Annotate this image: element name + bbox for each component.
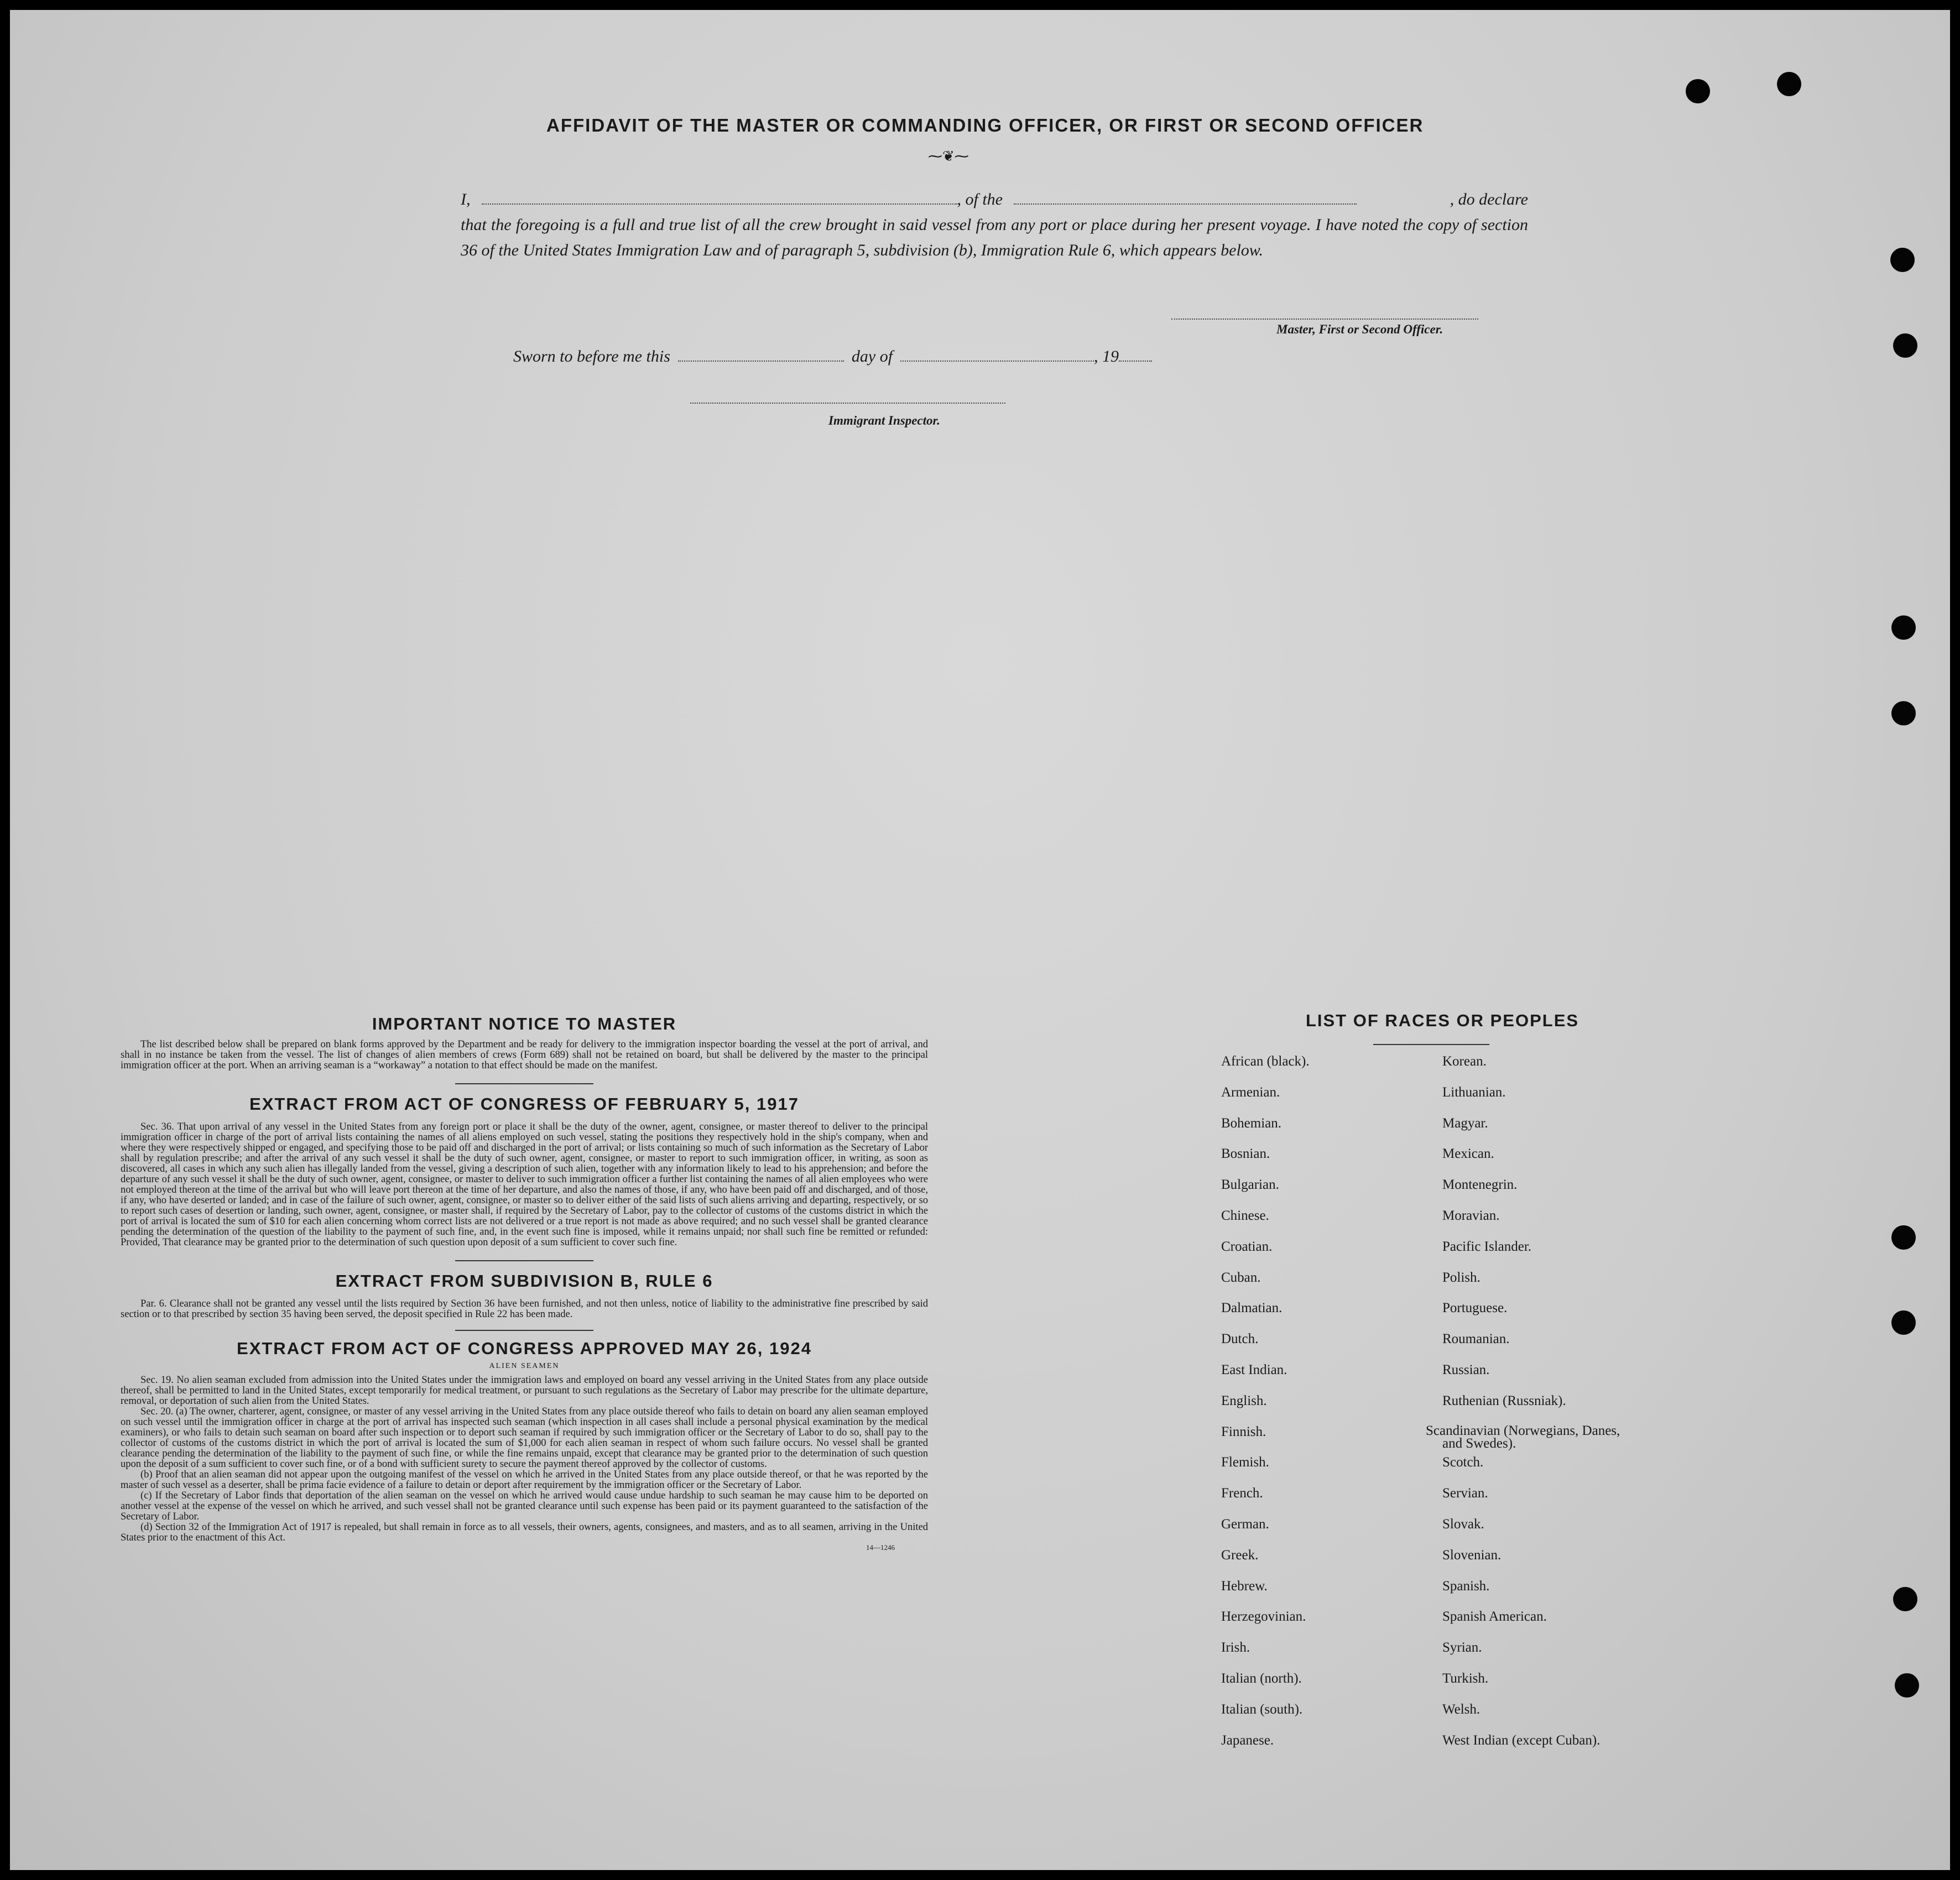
race-item: Korean. (1442, 1054, 1487, 1069)
race-item: Dalmatian. (1221, 1301, 1283, 1316)
form-number: 14—1246 (866, 1543, 895, 1552)
punch-hole (1891, 615, 1916, 640)
punch-hole (1891, 701, 1916, 725)
section-rule (455, 1260, 593, 1261)
race-item: Cuban. (1221, 1270, 1261, 1285)
race-item: Spanish American. (1442, 1609, 1547, 1625)
master-signature-label: Master, First or Second Officer. (1276, 322, 1443, 336)
punch-hole (1895, 1673, 1919, 1698)
ornament: ⁓❦⁓ (928, 148, 969, 164)
race-item: West Indian (except Cuban). (1442, 1732, 1601, 1748)
race-item: Flemish. (1221, 1455, 1269, 1470)
race-item: Slovenian. (1442, 1547, 1502, 1563)
punch-hole (1891, 1225, 1916, 1250)
races-title: LIST OF RACES OR PEOPLES (1305, 1011, 1580, 1030)
race-item: Turkish. (1442, 1671, 1489, 1686)
act-1924-sec-20d: (d) Section 32 of the Immigration Act of 1917 is repealed, but shall remain in force as to all vessels, their owners, agents, consignees, and masters, and as to all seamen, arriving in the United States prior to the enactment of this Act. (121, 1522, 928, 1543)
race-item: Roumanian. (1442, 1331, 1510, 1347)
race-item: Portuguese. (1442, 1301, 1508, 1316)
act-1924-sec-19: Sec. 19. No alien seaman excluded from admission into the United States under the immigration laws and employed on board any vessel arriving in the United States from any place outside thereof, shall be permitted to land in the United States, except temporarily for medical treatment, or pursuant to such regulations as the Secretary of Labor may prescribe for the ultimate departure, removal, or deportation of such alien from the United States. (121, 1375, 928, 1407)
race-item: African (black). (1221, 1054, 1310, 1069)
declaration-line (461, 187, 1528, 212)
punch-hole (1686, 79, 1710, 103)
left-column (121, 1014, 928, 1552)
races-rule (1373, 1044, 1489, 1045)
race-item: Greek. (1221, 1547, 1259, 1563)
act-1917-title: EXTRACT FROM ACT OF CONGRESS OF FEBRUARY 5, 1917 (249, 1094, 799, 1114)
race-item: Pacific Islander. (1442, 1239, 1532, 1254)
race-item: Russian. (1442, 1362, 1490, 1377)
race-item: Lithuanian. (1442, 1084, 1506, 1100)
race-item: Italian (north). (1221, 1671, 1302, 1686)
declaration-of-the: , of the (957, 190, 1003, 208)
rule-6-text: Par. 6. Clearance shall not be granted any vessel until the lists required by Section 36 have been furnished, and not then unless, notice of liability to the administrative fine prescribed by said section or to that prescribed by section 35 having been served, the deposit specified in Rule 22 has been made. (121, 1298, 928, 1320)
race-item: English. (1221, 1393, 1267, 1408)
vessel-field[interactable] (1014, 203, 1357, 205)
race-item: Japanese. (1221, 1732, 1274, 1748)
race-item: Servian. (1442, 1486, 1488, 1501)
race-item: Bulgarian. (1221, 1177, 1279, 1193)
race-item: Welsh. (1442, 1701, 1481, 1717)
punch-hole (1891, 1310, 1916, 1335)
declaration-text: that the foregoing is a full and true list of all the crew brought in said vessel from any port or place during her present voyage. I have noted the copy of section 36 of the United States Immigration Law and of paragraph 5, subdivision (b), Immigration Rule 6, which appears below. (461, 216, 1528, 259)
notice-title: IMPORTANT NOTICE TO MASTER (372, 1014, 677, 1033)
master-signature-line[interactable] (1171, 318, 1478, 320)
race-item: Moravian. (1442, 1208, 1500, 1223)
race-item: French. (1221, 1486, 1263, 1501)
inspector-signature-line[interactable] (690, 403, 1005, 404)
race-item: Irish. (1221, 1640, 1250, 1656)
inspector-label: Immigrant Inspector. (828, 414, 940, 427)
affidavit-title: AFFIDAVIT OF THE MASTER OR COMMANDING OFFICER, OR FIRST OR SECOND OFFICER (546, 115, 1424, 135)
sworn-day-of: day of (851, 347, 893, 365)
race-item: German. (1221, 1517, 1269, 1532)
sworn-text: Sworn to before me this (513, 347, 670, 365)
race-item: Bohemian. (1221, 1115, 1282, 1131)
name-field[interactable] (482, 203, 957, 205)
race-item: Herzegovinian. (1221, 1609, 1306, 1625)
race-item: Hebrew. (1221, 1578, 1268, 1594)
act-1924-sec-20c: (c) If the Secretary of Labor finds that deportation of the alien seaman on the vessel on which he arrived would cause undue hardship to such seaman he may cause him to be deported on another vessel at the expense of the vessel on which he arrived, and such vessel shall not be granted clearance until such expense has been paid or its payment guaranteed to the satisfaction of the Secretary of Labor. (121, 1490, 928, 1522)
declaration-do-declare: , do declare (1450, 190, 1528, 208)
act-1917-text: Sec. 36. That upon arrival of any vessel in the United States from any foreign port or place it shall be the duty of the owner, agent, consignee, or master thereof to deliver to the principal immigration officer in charge of the port of arrival lists containing the names of all aliens employed on such vessel, stating the positions they respectively hold in the ship's company, when and where they were respectively shipped or engaged, and specifying those to be paid off and discharged in the port of arrival; or lists containing so much of such information as the Secretary of Labor shall by regulation prescribe; and after the arrival of any such vessel it shall be the duty of such owner, agent, consignee, or master to report to such immigration officer, in writing, as soon as discovered, all cases in which any such alien has illegally landed from the vessel, giving a description of such alien, together with any information likely to lead to his apprehension; and before the departure of any such vessel it shall be the duty of such owner, agent, consignee, or master to deliver to such immigration officer a further list containing the names of all alien employees who were not employed thereon at the time of the arrival but who will leave port thereon at the time of her departure, and also the names of those, if any, who have been paid off and discharged, and of those, if any, who have deserted or landed; and in case of the failure of such owner, agent, consignee, or master so to deliver either of the said lists of such aliens arriving and departing, respectively, or so to report such cases of desertion or landing, such owner, agent, consignee, or master shall, if required by the Secretary of Labor, pay to the collector of customs of the customs district in which the port of arrival is located the sum of $10 for each alien concerning whom correct lists are not delivered or a true report is not made as above required; and no such vessel shall be granted clearance pending the determination of the question of the liability to the payment of such fine, and, in the event such fine is imposed, while it remains unpaid; nor shall such fine be remitted or refunded: Provided, That clearance may be granted prior to the determination of such question upon deposit of a sum sufficient to cover such fine. (121, 1121, 928, 1248)
declaration-i: I, (461, 190, 471, 208)
race-item: Spanish. (1442, 1578, 1490, 1594)
notice-text: The list described below shall be prepared on blank forms approved by the Department and be ready for delivery to the immigration inspector boarding the vessel at the port of arrival, and shall in no instance be taken from the vessel. The list of changes of alien members of crews (Form 689) shall not be retained on board, but shall be delivered by the master to the principal immigration officer at the port. When an arriving seaman is a “workaway” a notation to that effect should be made on the manifest. (121, 1039, 928, 1071)
sworn-line (513, 347, 1152, 366)
punch-hole (1890, 248, 1915, 272)
race-item: Syrian. (1442, 1640, 1482, 1656)
race-item: Croatian. (1221, 1239, 1273, 1254)
act-1924-title: EXTRACT FROM ACT OF CONGRESS APPROVED MAY 26, 1924 (237, 1339, 812, 1358)
race-item: Bosnian. (1221, 1146, 1270, 1162)
rule-6-title: EXTRACT FROM SUBDIVISION B, RULE 6 (335, 1271, 713, 1291)
race-item: Armenian. (1221, 1084, 1280, 1100)
race-item: Polish. (1442, 1270, 1481, 1285)
race-item: East Indian. (1221, 1362, 1287, 1377)
section-rule (455, 1330, 593, 1331)
race-item: Magyar. (1442, 1115, 1488, 1131)
race-item: Scandinavian (Norwegians, Danes, and Swedes). (1426, 1423, 1620, 1451)
race-item: Ruthenian (Russniak). (1442, 1393, 1566, 1408)
race-item: Chinese. (1221, 1208, 1269, 1223)
affidavit-body (461, 187, 1528, 263)
race-item: Mexican. (1442, 1146, 1494, 1162)
sworn-month-field[interactable] (900, 360, 1094, 362)
sworn-day-field[interactable] (678, 360, 844, 362)
race-item: Finnish. (1221, 1424, 1266, 1439)
section-rule (455, 1083, 593, 1084)
act-1924-sec-20b: (b) Proof that an alien seaman did not appear upon the outgoing manifest of the vessel on which he arrived in the United States from any place outside thereof, or that he was reported by the master of such vessel as a deserter, shall be prima facie evidence of a failure to detain or deport after requirement by the immigration officer or the Secretary of Labor. (121, 1469, 928, 1491)
race-item: Dutch. (1221, 1331, 1259, 1347)
race-item: Slovak. (1442, 1517, 1484, 1532)
punch-hole (1893, 333, 1917, 358)
punch-hole (1777, 72, 1801, 96)
race-item: Montenegrin. (1442, 1177, 1518, 1193)
act-1924-sec-20a: Sec. 20. (a) The owner, charterer, agent, consignee, or master of any vessel arriving in the United States from any place outside thereof who fails to detain on board any alien seaman employed on such vessel until the immigration officer in charge at the port of arrival has inspected such seaman (which inspection in all cases shall include a personal physical examination by the medical examiners), or who fails to detain such seaman on board after such inspection or to deport such seaman if required by such immigration officer or the Secretary of Labor to do so, shall pay to the collector of customs of the customs district in which the port of arrival is located the sum of $1,000 for each alien seaman in respect of whom such failure occurs. No vessel shall be granted clearance pending the determination of the liability to the payment of such fine, or while the fine remains unpaid, except that clearance may be granted prior to the determination of such question upon the deposit of a sum sufficient to cover such fine, or of a bond with sufficient surety to secure the payment thereof approved by the collector of customs. (121, 1406, 928, 1470)
form-sheet (10, 10, 1950, 1870)
sworn-year-field[interactable] (1119, 360, 1152, 362)
race-item: Scotch. (1442, 1455, 1484, 1470)
act-1924-subtitle: ALIEN SEAMEN (489, 1362, 560, 1370)
race-item: Italian (south). (1221, 1701, 1303, 1717)
sworn-year-prefix: , 19 (1094, 347, 1119, 365)
punch-hole (1893, 1587, 1917, 1611)
